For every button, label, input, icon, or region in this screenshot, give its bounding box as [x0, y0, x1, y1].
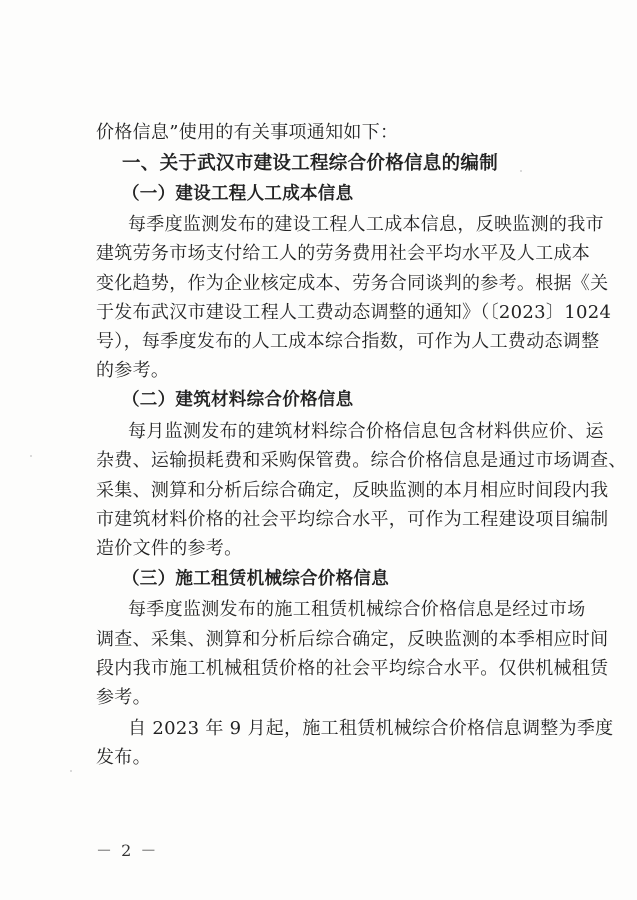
sub3-para-line: 调查、采集、测算和分析后综合确定，反映监测的本季相应时间: [96, 629, 609, 650]
sub2-para-line: 每月监测发布的建筑材料综合价格信息包含材料供应价、运: [128, 421, 604, 442]
scan-speck: [70, 770, 72, 772]
sub1-para-line: 建筑劳务市场支付给工人的劳务费用社会平均水平及人工成本: [96, 243, 591, 264]
sub2-para-line: 杂费、运输损耗费和采购保管费。综合价格信息是通过市场调查、: [96, 450, 627, 471]
sub1-para-line: 变化趋势，作为企业核定成本、劳务合同谈判的参考。根据《关: [96, 273, 609, 294]
sub3-para-line: 每季度监测发布的施工租赁机械综合价格信息是经过市场: [128, 599, 586, 620]
section-1-title: 一、关于武汉市建设工程综合价格信息的编制: [122, 153, 499, 174]
sub3-para-line: 参考。: [96, 687, 151, 708]
final-para-line: 发布。: [96, 747, 151, 768]
sub1-para-line: 号），每季度发布的人工成本综合指数，可作为人工费动态调整: [96, 331, 600, 352]
sub2-para-line: 采集、测算和分析后综合确定，反映监测的本月相应时间段内我: [96, 480, 609, 501]
sub1-para-line: 于发布武汉市建设工程人工费动态调整的通知》（〔2023〕1024: [96, 302, 612, 323]
sub2-para-line: 造价文件的参考。: [96, 538, 243, 559]
page-number: － 2 －: [96, 841, 159, 860]
intro-line: 价格信息”使用的有关事项通知如下：: [96, 122, 399, 143]
subsection-2-title: （二）建筑材料综合价格信息: [122, 390, 354, 410]
sub1-para-line: 的参考。: [96, 360, 170, 381]
scan-speck: [520, 170, 522, 172]
sub1-para-line: 每季度监测发布的建设工程人工成本信息，反映监测的我市: [128, 214, 604, 235]
scan-speck: [30, 455, 32, 457]
sub2-para-line: 市建筑材料价格的社会平均综合水平，可作为工程建设项目编制: [96, 509, 609, 530]
sub3-para-line: 段内我市施工机械租赁价格的社会平均综合水平。仅供机械租赁: [96, 658, 609, 679]
final-para-line: 自 2023 年 9 月起，施工租赁机械综合价格信息调整为季度: [128, 718, 614, 739]
subsection-1-title: （一）建设工程人工成本信息: [122, 184, 354, 204]
subsection-3-title: （三）施工租赁机械综合价格信息: [122, 569, 389, 589]
